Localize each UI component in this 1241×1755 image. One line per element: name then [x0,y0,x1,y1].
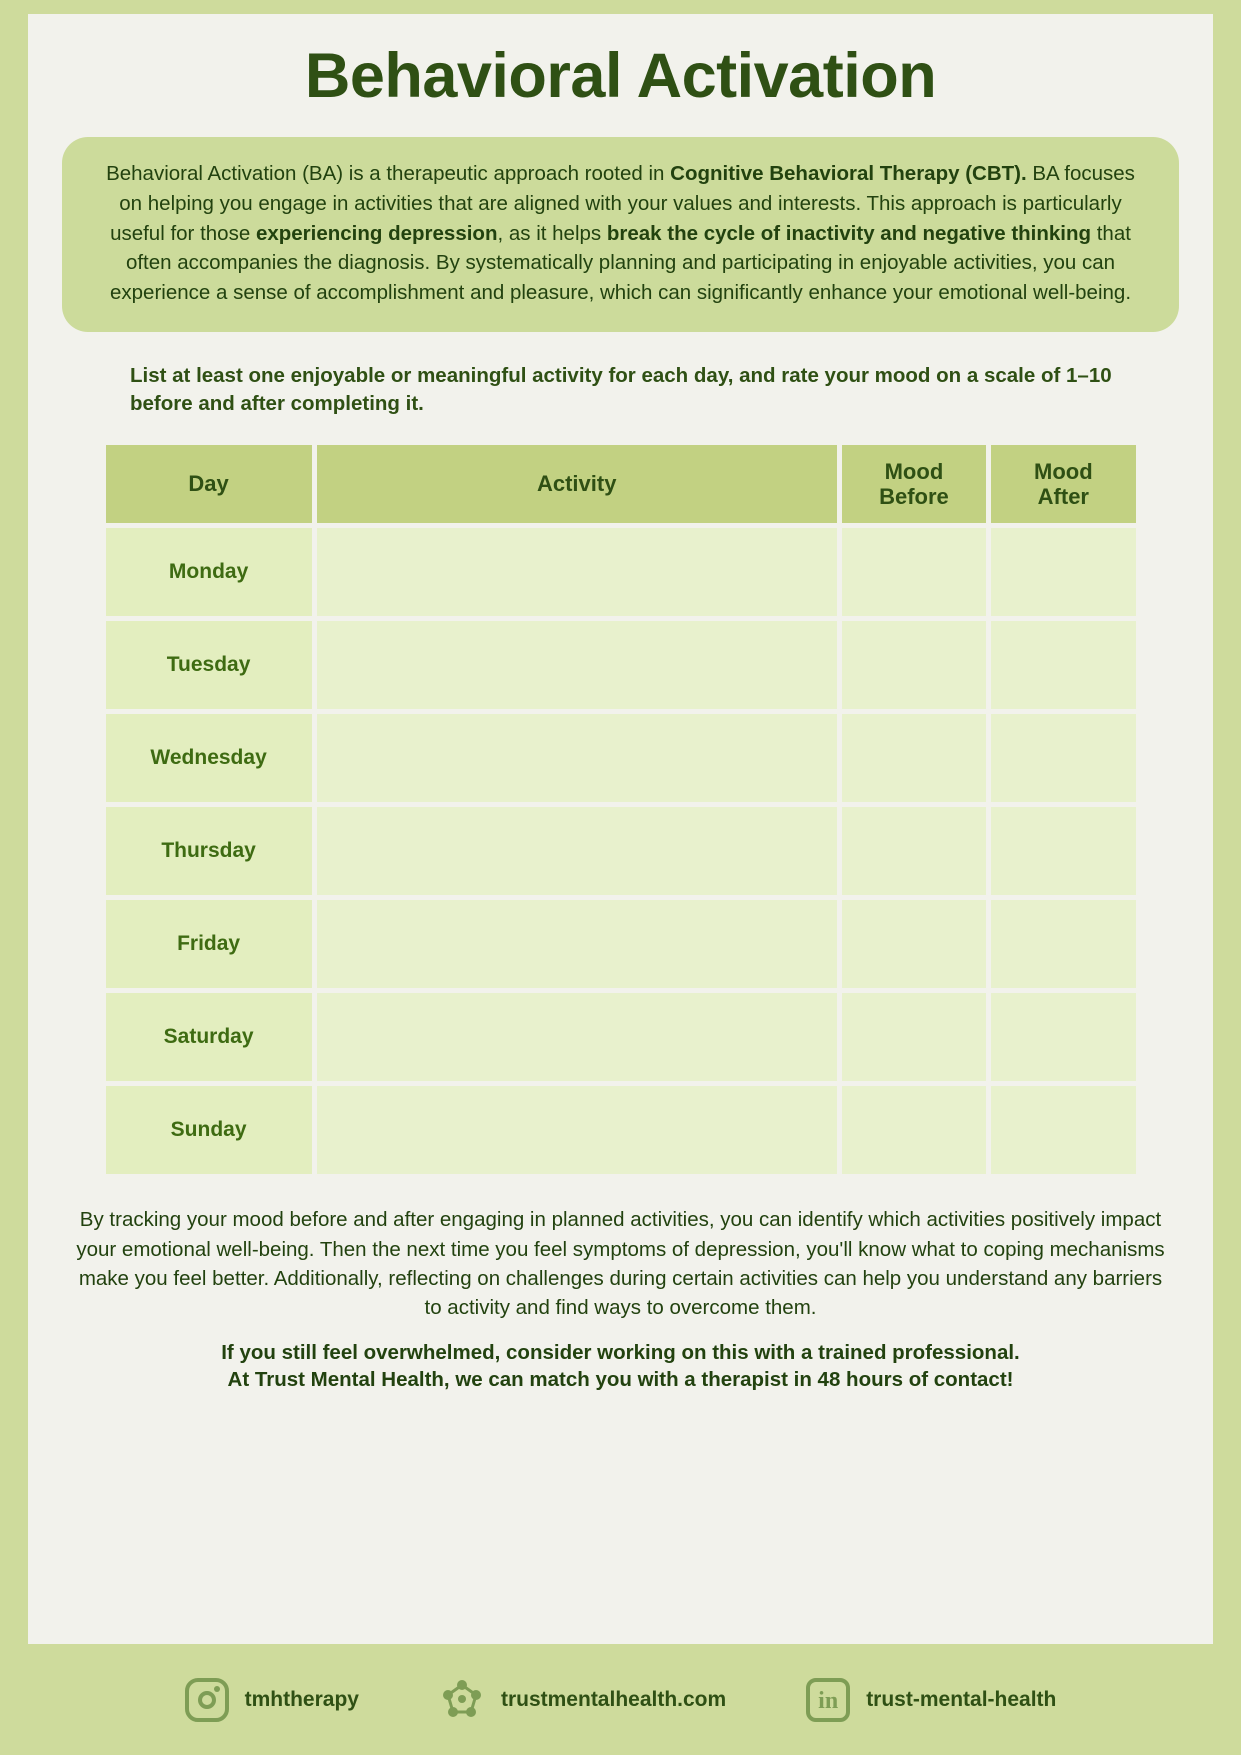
mood-after-input-thursday[interactable] [991,807,1135,895]
table-row [106,621,1136,709]
linkedin-icon: in [806,1678,850,1722]
day-label-friday: Friday [106,900,312,988]
instagram-handle: tmhtherapy [244,1687,359,1711]
mood-after-input-saturday[interactable] [991,993,1135,1081]
intro-box [62,137,1179,332]
mood-after-input-sunday[interactable] [991,1086,1135,1174]
mood-after-input-friday[interactable] [991,900,1135,988]
table-row [106,900,1136,988]
column-header-mood-before [842,445,986,523]
activity-tracker-table [101,440,1141,1179]
table-row [106,993,1136,1081]
activity-input-monday[interactable] [317,528,837,616]
globe-icon [439,1677,485,1723]
day-label-wednesday: Wednesday [106,714,312,802]
mood-before-input-monday[interactable] [842,528,986,616]
mood-after-line1: Mood [1034,459,1093,485]
mood-before-line2: Before [879,484,949,510]
mood-after-input-tuesday[interactable] [991,621,1135,709]
table-body [106,528,1136,1174]
table-row [106,528,1136,616]
table-row [106,1086,1136,1174]
social-instagram[interactable] [185,1678,359,1722]
mood-after-line2: After [1037,484,1089,510]
day-label-thursday: Thursday [106,807,312,895]
intro-segment: , as it helps [497,221,607,245]
day-label-sunday: Sunday [106,1086,312,1174]
instructions-text: List at least one enjoyable or meaningful activity for each day, and rate your mood on a scale of 1–10 before and after completing it. [130,363,1112,416]
website-url: trustmentalhealth.com [500,1687,727,1711]
intro-emphasis: Cognitive Behavioral Therapy (CBT). [670,162,1027,186]
social-footer-bar [0,1644,1241,1755]
cta-line-1: If you still feel overwhelmed, consider working on this with a trained professional. [221,1340,1020,1364]
instagram-icon [185,1678,229,1722]
column-header-mood-after [991,445,1135,523]
table-header-row [106,445,1136,523]
social-linkedin[interactable] [806,1678,1056,1722]
activity-input-sunday[interactable] [317,1086,837,1174]
page-title: Behavioral Activation [304,41,937,111]
table-row [106,714,1136,802]
mood-after-input-wednesday[interactable] [991,714,1135,802]
day-label-saturday: Saturday [106,993,312,1081]
activity-input-saturday[interactable] [317,993,837,1081]
day-label-tuesday: Tuesday [106,621,312,709]
mood-before-input-wednesday[interactable] [842,714,986,802]
activity-input-wednesday[interactable] [317,714,837,802]
intro-emphasis: experiencing depression [255,221,498,245]
table-row [106,807,1136,895]
social-website[interactable] [439,1677,726,1723]
mood-before-input-sunday[interactable] [842,1086,986,1174]
footer-call-to-action [28,1339,1213,1394]
mood-after-input-monday[interactable] [991,528,1135,616]
linkedin-handle: trust-mental-health [866,1687,1057,1711]
mood-before-line1: Mood [884,459,944,485]
day-label-monday: Monday [106,528,312,616]
intro-segment: Behavioral Activation (BA) is a therapeutic approach rooted in [106,162,671,186]
intro-segment: that often accompanies the diagnosis. By systematically planning and participating in enjoyable activities, you can experience a sense of accomplishment and pleasure, which can significantly enhance your emotional well-being. [109,221,1132,305]
activity-input-thursday[interactable] [317,807,837,895]
intro-segment: BA focuses on helping you engage in activities that are aligned with your values and interests. This approach is particularly useful for those [110,162,1135,245]
column-header-day: Day [106,445,312,523]
footer-paragraph: By tracking your mood before and after engaging in planned activities, you can identify which activities positively impact your emotional well-being. Then the next time you feel symptoms of depression, you'll know what to coping mechanisms make you feel better. Additionally, reflecting on challenges during certain activities can help you understand any barriers to activity and find ways to overcome them. [76,1208,1165,1320]
mood-before-input-thursday[interactable] [842,807,986,895]
intro-emphasis: break the cycle of inactivity and negative thinking [606,221,1092,245]
worksheet-sheet [28,14,1213,1644]
activity-input-tuesday[interactable] [317,621,837,709]
activity-input-friday[interactable] [317,900,837,988]
mood-before-input-saturday[interactable] [842,993,986,1081]
mood-before-input-friday[interactable] [842,900,986,988]
cta-line-2: At Trust Mental Health, we can match you with a therapist in 48 hours of contact! [227,1368,1014,1392]
column-header-activity: Activity [317,445,837,523]
mood-before-input-tuesday[interactable] [842,621,986,709]
intro-paragraph [92,159,1149,308]
